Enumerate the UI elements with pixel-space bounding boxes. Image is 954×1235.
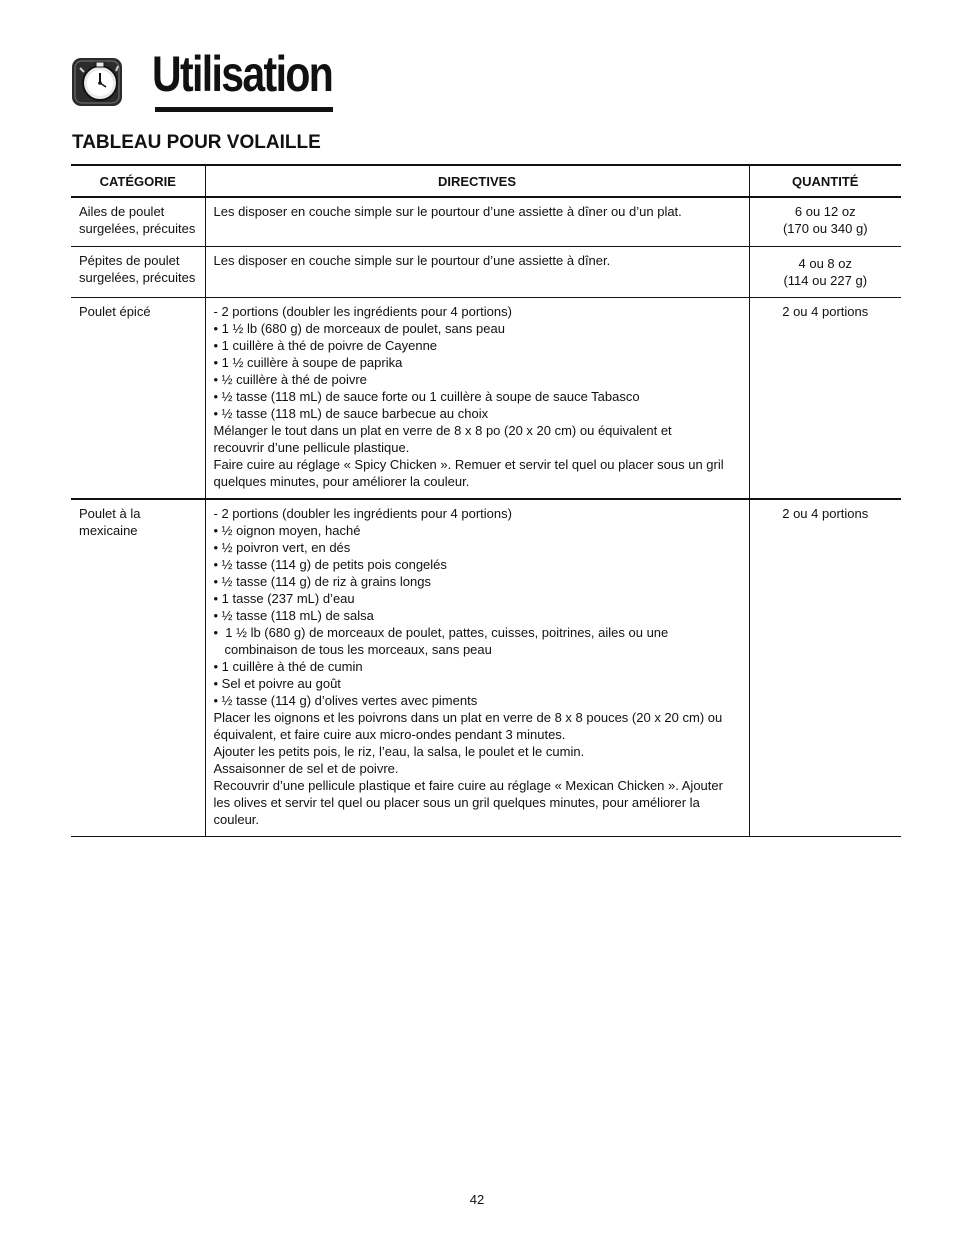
- quantity-cell: [749, 297, 901, 499]
- table-row: [71, 197, 901, 246]
- quantity-line: (114 ou 227 g): [783, 272, 868, 288]
- category-cell: [71, 499, 205, 837]
- direction-line: • ½ cuillère à thé de poivre: [213, 371, 367, 387]
- direction-line: Les disposer en couche simple sur le pourtour d’une assiette à dîner ou d’un plat.: [213, 204, 682, 219]
- table-row: [71, 297, 901, 499]
- direction-line: quelques minutes, pour améliorer la couleur.: [213, 473, 470, 489]
- direction-line: Recouvrir d’une pellicule plastique et faire cuire au réglage « Mexican Chicken ». Ajouter: [213, 777, 723, 793]
- direction-line: • 1 ½ lb (680 g) de morceaux de poulet, sans peau: [213, 320, 505, 336]
- direction-line: recouvrir d’une pellicule plastique.: [213, 439, 410, 455]
- direction-line: • 1 cuillère à thé de cumin: [213, 658, 363, 674]
- directions-cell: [205, 499, 749, 837]
- quantity-line: (170 ou 340 g): [782, 221, 868, 236]
- category-line: surgelées, précuites: [79, 269, 196, 285]
- direction-line: combinaison de tous les morceaux, sans peau: [224, 641, 492, 657]
- direction-line: Placer les oignons et les poivrons dans un plat en verre de 8 x 8 pouces (20 x 20 cm) ou: [213, 709, 723, 725]
- quantity-cell: [749, 499, 901, 837]
- direction-line: - 2 portions (doubler les ingrédients pour 4 portions): [213, 303, 512, 319]
- direction-line: • ½ poivron vert, en dés: [213, 539, 351, 555]
- direction-line: équivalent, et faire cuire aux micro-ondes pendant 3 minutes.: [213, 726, 566, 742]
- direction-line: couleur.: [213, 811, 260, 827]
- column-header-category: CATÉGORIE: [71, 165, 205, 197]
- table-row: [71, 499, 901, 837]
- direction-line: • 1 ½ lb (680 g) de morceaux de poulet, pattes, cuisses, poitrines, ailes ou une: [213, 624, 669, 640]
- direction-line: Mélanger le tout dans un plat en verre de 8 x 8 po (20 x 20 cm) ou équivalent et: [213, 422, 672, 438]
- quantity-line: 4 ou 8 oz: [798, 255, 852, 271]
- quantity-line: 2 ou 4 portions: [782, 303, 869, 319]
- direction-line: • Sel et poivre au goût: [213, 675, 341, 691]
- column-header-directions: DIRECTIVES: [205, 165, 749, 197]
- title-underline: [155, 107, 333, 112]
- quantity-line: 2 ou 4 portions: [782, 505, 869, 521]
- category-line: Poulet à la: [79, 505, 141, 521]
- direction-line: - 2 portions (doubler les ingrédients pour 4 portions): [213, 505, 512, 521]
- direction-line: Faire cuire au réglage « Spicy Chicken ». Remuer et servir tel quel ou placer sous un gril: [213, 456, 724, 472]
- direction-line: • ½ tasse (114 g) de riz à grains longs: [213, 573, 431, 589]
- direction-line: • 1 cuillère à thé de poivre de Cayenne: [213, 337, 438, 353]
- column-header-quantity: QUANTITÉ: [749, 165, 901, 197]
- direction-line: • 1 tasse (237 mL) d’eau: [213, 590, 355, 606]
- direction-line: Les disposer en couche simple sur le pourtour d’une assiette à dîner.: [213, 252, 611, 268]
- direction-line: • ½ tasse (118 mL) de salsa: [213, 607, 374, 623]
- category-line: Pépites de poulet: [79, 252, 180, 268]
- direction-line: Ajouter les petits pois, le riz, l’eau, la salsa, le poulet et le cumin.: [213, 743, 585, 759]
- direction-line: • ½ tasse (114 g) de petits pois congelés: [213, 556, 447, 572]
- page-number: 42: [469, 1192, 485, 1207]
- category-cell: [71, 297, 205, 499]
- directions-cell: [205, 297, 749, 499]
- category-line: surgelées, précuites: [79, 221, 196, 236]
- directions-cell: [205, 246, 749, 297]
- direction-line: • ½ tasse (114 g) d’olives vertes avec piments: [213, 692, 478, 708]
- category-line: Ailes de poulet: [79, 204, 165, 219]
- table-header-row: [71, 165, 901, 197]
- category-cell: [71, 246, 205, 297]
- category-line: mexicaine: [79, 522, 138, 538]
- direction-line: • ½ tasse (118 mL) de sauce forte ou 1 cuillère à soupe de sauce Tabasco: [213, 388, 640, 404]
- quantity-cell: [749, 246, 901, 297]
- directions-cell: [205, 197, 749, 246]
- direction-line: les olives et servir tel quel ou placer sous un gril quelques minutes, pour améliorer la: [213, 794, 700, 810]
- poultry-table: [71, 164, 901, 837]
- stopwatch-icon: [70, 54, 126, 110]
- category-cell: [71, 197, 205, 246]
- direction-line: • 1 ½ cuillère à soupe de paprika: [213, 354, 403, 370]
- category-line: Poulet épicé: [79, 303, 151, 319]
- quantity-line: 6 ou 12 oz: [794, 204, 856, 219]
- quantity-cell: [749, 197, 901, 246]
- page-title: Utilisation: [152, 46, 333, 102]
- direction-line: Assaisonner de sel et de poivre.: [213, 760, 399, 776]
- direction-line: • ½ oignon moyen, haché: [213, 522, 361, 538]
- section-title: TABLEAU POUR VOLAILLE: [72, 132, 321, 153]
- direction-line: • ½ tasse (118 mL) de sauce barbecue au choix: [213, 405, 489, 421]
- table-row: [71, 246, 901, 297]
